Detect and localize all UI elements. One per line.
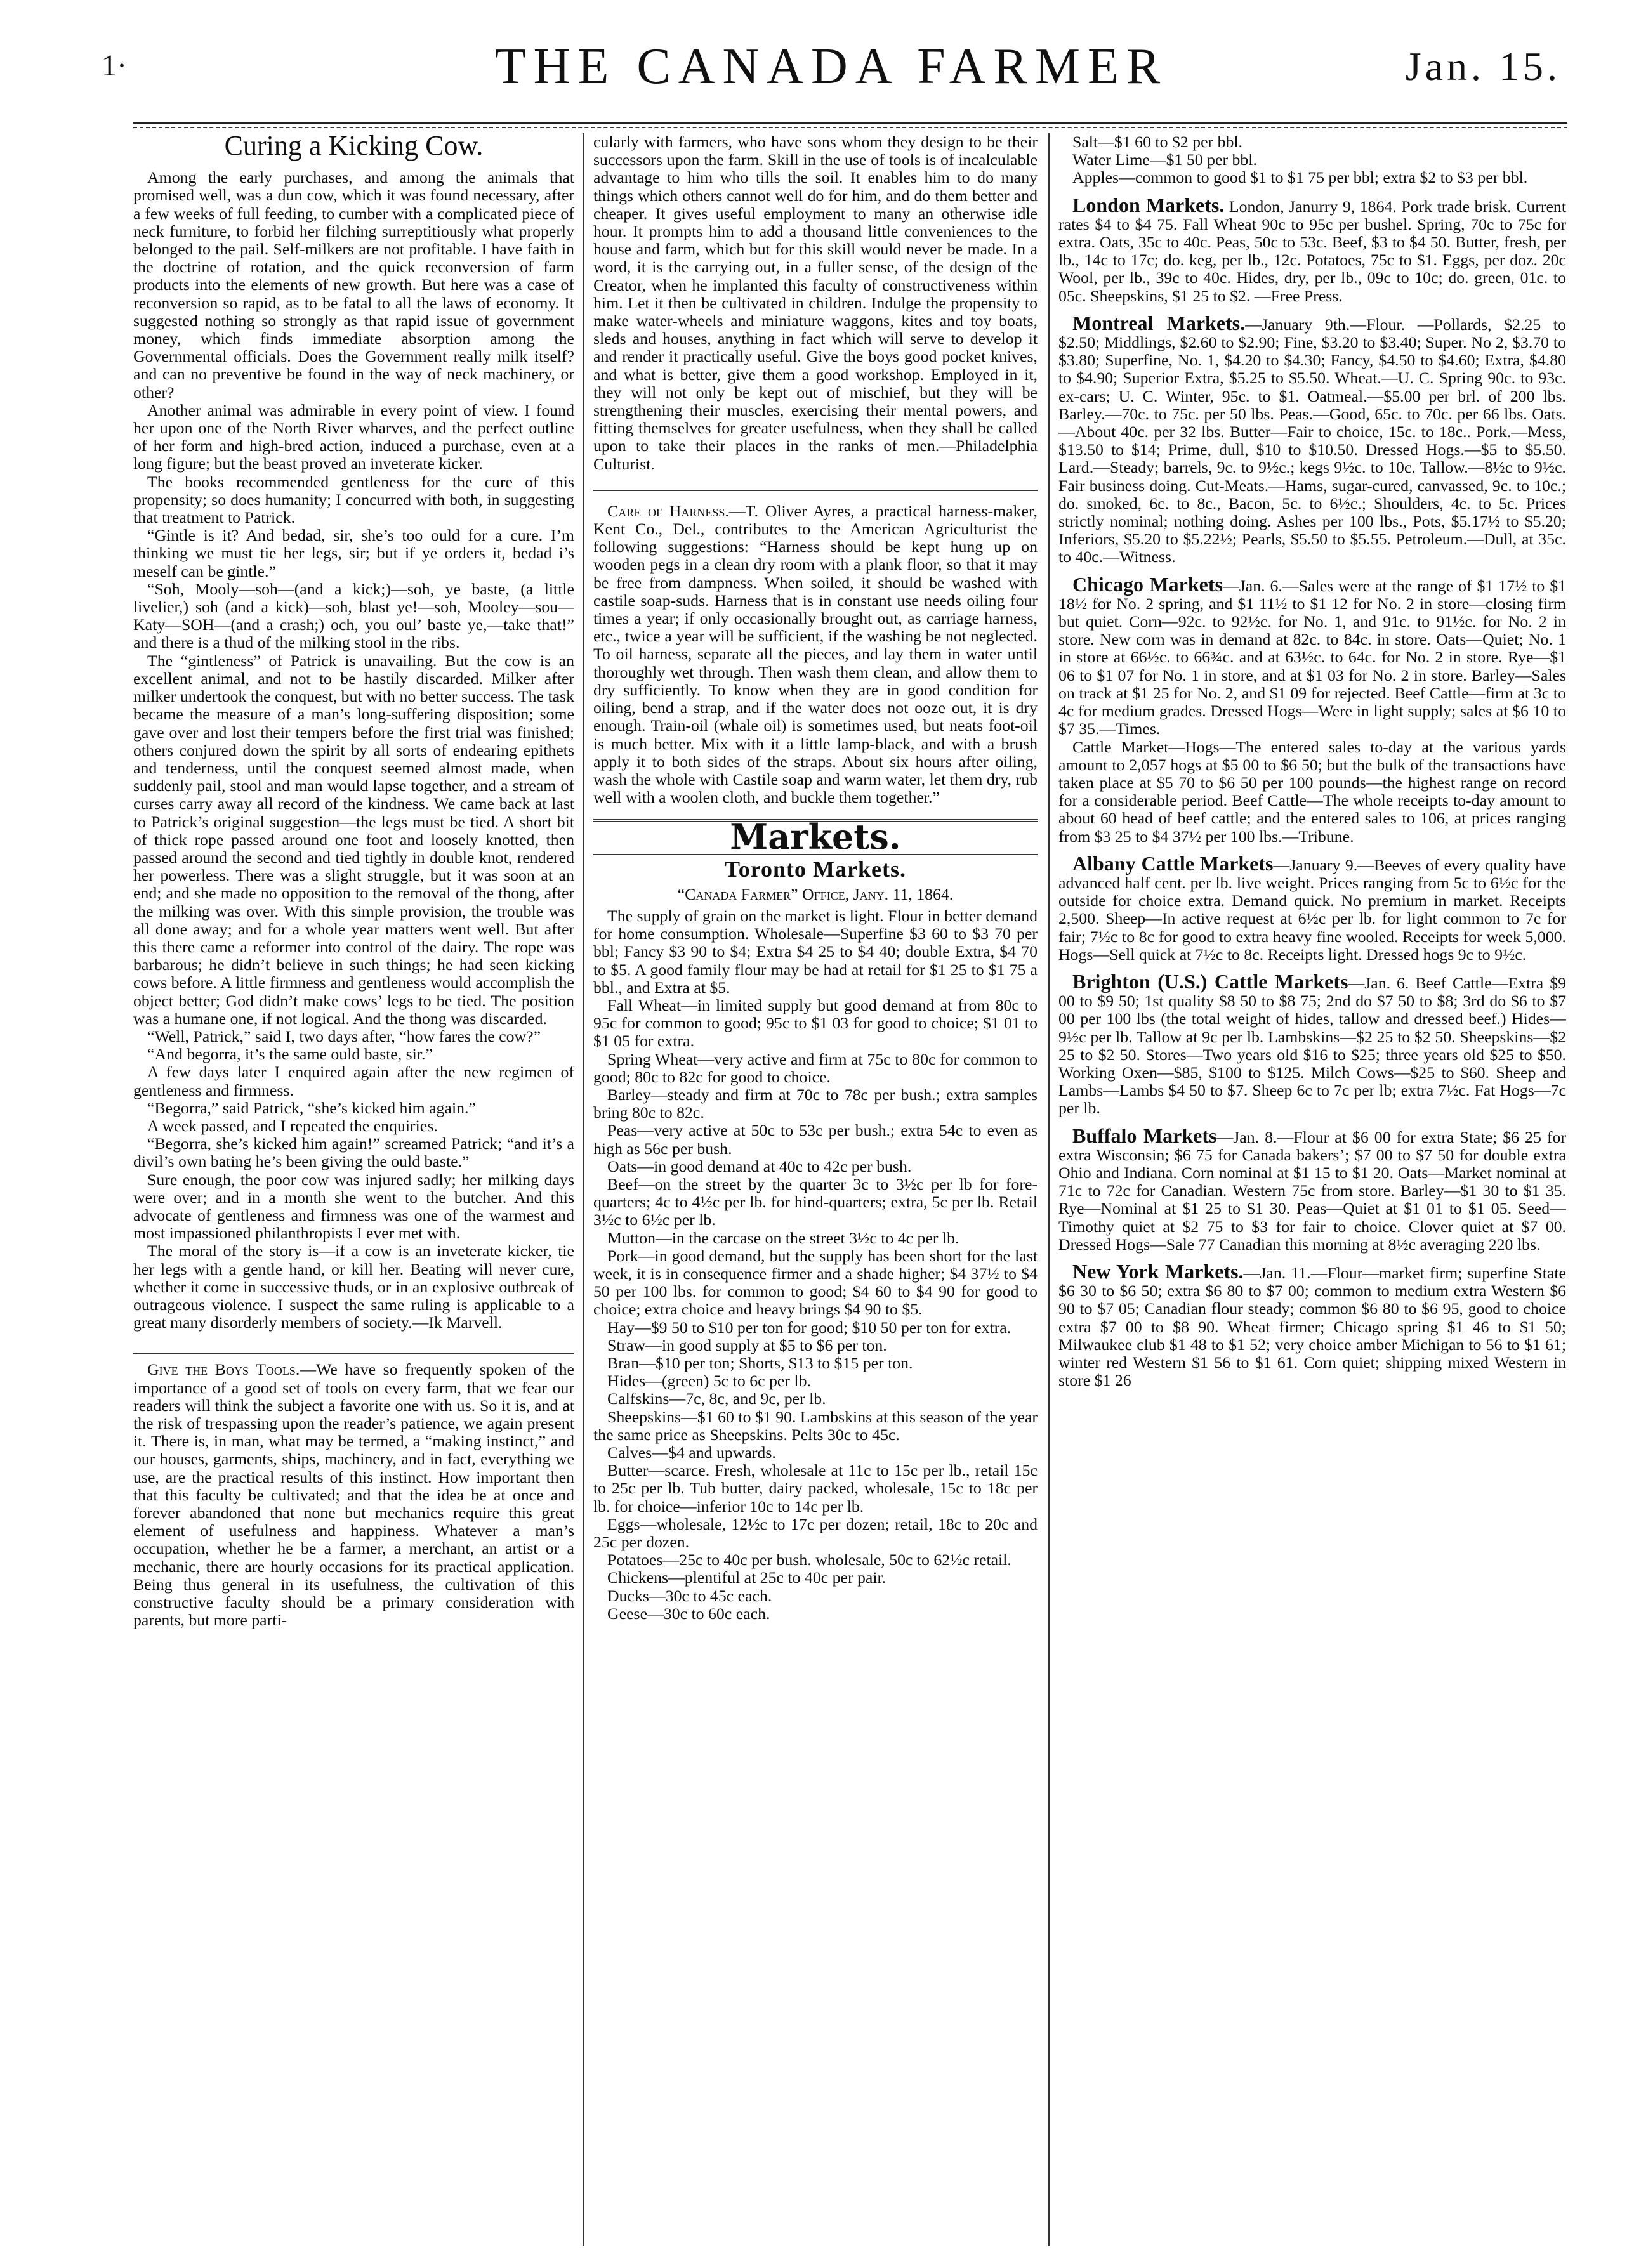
- market-item: Hides—(green) 5c to 6c per lb.: [607, 1372, 811, 1391]
- market-item: Straw—in good supply at $5 to $6 per ton.: [607, 1335, 887, 1354]
- market-report-buffalo: [1058, 1124, 1566, 1254]
- market-title: Brighton (U.S.) Cattle Markets: [1072, 969, 1348, 993]
- market-item: Beef—on the street by the quarter 3c to 3½c per lb for fore-quarters; 4c to 4½c per lb. for hind-quarters; extra, 5c per lb. Retail 3½c to 6½c per lb.: [593, 1174, 1038, 1229]
- market-title: London Markets.: [1072, 193, 1225, 216]
- market-report-chicago: [1058, 572, 1566, 846]
- market-item: Butter—scarce. Fresh, wholesale at 11c to 15c per lb., retail 15c to 25c per lb. Tub butter, dairy packed, wholesale, 15c to 18c per lb. for choice—inferior 10c to 14c per lb.: [593, 1461, 1038, 1516]
- article-paragraph: Sure enough, the poor cow was injured sadly; her milking days were over; and in a month she went to the butcher. And this advocate of gentleness and firmness was one of the warmest and most impassioned philanthropists I ever met with.: [133, 1170, 574, 1243]
- market-text: —Jan. 6.—Sales were at the range of $1 17½ to $1 18½ for No. 2 spring, and $1 11½ to $1 12 for No. 2 in store—closing firm but quiet. Corn—92c. to 92½c. for No. 1, and 91c. to 91½c. for No. 2 in store. New corn was in demand at 82c. to 84c. in store. Oats—Quiet; No. 1 in store at 66½c. to 66¾c. and at 63½c. to 64c. for No. 2 in store. Rye—$1 06 to $1 07 for No. 1 in store, and at $1 03 for No. 2 in store. Barley—Sales on track at $1 25 for No. 2, and $1 09 for rejected. Beef Cattle—firm at 3c to 4c for medium grades. Dressed Hogs—Were in light supply; sales at $6 10 to $7 35.—Times.: [1058, 576, 1566, 738]
- market-heading: Toronto Markets.: [725, 856, 906, 882]
- market-text: London, Janurry 9, 1864. Pork trade brisk. Current rates $4 to $4 75. Fall Wheat 90c to 95c per bushel. Spring, 70c to 75c for extra. Oats, 35c to 40c. Peas, 50c to 53c. Beef, $3 to $4 50. Butter, fresh, per lb., 14c to 17c; do. keg, per lb., 12c. Potatoes, 75c to $1. Eggs, per doz. 20c Wool, per lb., 39c to 40c. Hides, dry, per lb., 09c to 10c; do. green, 01c. to 05c. Sheepskins, $1 25 to $2. —Free Press.: [1058, 197, 1566, 305]
- market-item: Mutton—in the carcase on the street 3½c to 4c per lb.: [607, 1228, 959, 1247]
- market-item: Pork—in good demand, but the supply has been short for the last week, it is in consequence firmer and a shade higher; $4 37½ to $4 50 per 100 lbs. for common to good; $4 60 to $4 90 for good to choice; extra choice and heavy brings $4 90 to $5.: [593, 1246, 1038, 1319]
- market-item: Fall Wheat—in limited supply but good demand at from 80c to 95c for common to good; 95c to $1 03 for good to choice; $1 01 to $1 05 for extra.: [593, 995, 1038, 1051]
- article-paragraph: “Well, Patrick,” said I, two days after, “how fares the cow?”: [147, 1026, 541, 1046]
- market-item: Ducks—30c to 45c each.: [607, 1586, 772, 1605]
- market-title: New York Markets.: [1072, 1259, 1244, 1283]
- market-item: Calfskins—7c, 8c, and 9c, per lb.: [607, 1389, 826, 1408]
- masthead-dashed-rule: [133, 127, 1567, 128]
- article-paragraph: A week passed, and I repeated the enquiries.: [147, 1116, 438, 1135]
- market-title: Montreal Markets.: [1072, 311, 1246, 334]
- article-paragraph: cularly with farmers, who have sons whom they design to be their successors upon the farm. Skill in the use of tools is of incalculable advantage to him who tills the soil. It enables him to do many things which others cannot well do for him, and do them better and cheaper. It gives useful employment to many an otherwise idle hour. It prompts him to add a thousand little conveniences to the house and farm, which but for this skill would never be made. In a word, it is the carrying out, in a fuller sense, of the design of the Creator, when he implanted this faculty of constructiveness within him. Let it then be cultivated in children. Indulge the propensity to make water-wheels and miniature waggons, kites and toy boats, sleds and houses, anything in fact which will serve to develop it and render it practically useful. Give the boys good pocket knives, and what is better, give them a good workshop. Employed in it, they will not only be kept out of mischief, but they will be strengthening their muscles, exercising their mental powers, and fitting themselves for greater usefulness, when they shall be called upon to take their places in the ranks of men.—Philadelphia Culturist.: [593, 133, 1038, 473]
- article-lead: Care of Harness.: [607, 501, 729, 520]
- article-text: —We have so frequently spoken of the importance of a good set of tools on every farm, that we fear our readers will think the subject a favorite one with us. So it is, and at the risk of trespassing upon the reader’s patience, we again present it. There is, in man, what may be termed, a “making instinct,” and our houses, garments, ships, machinery, and in fact, everything we use, are the practical results of this instinct. How important then that this faculty be cultivated; and that the idea be at once and forever abandoned that none but mechanics require this great element of usefulness and happiness. Whatever a man’s occupation, whether he be a farmer, a merchant, an artist or a mechanic, there are hourly occasions for its practical application. Being thus general in its usefulness, the cultivation of this constructive faculty should be a primary consideration with parents, but more parti-: [133, 1360, 574, 1630]
- column-2: [593, 133, 1038, 2246]
- market-text: —Jan. 8.—Flour at $6 00 for extra State; $6 25 for extra Wisconsin; $6 75 for Canada bakers’; $7 00 to $7 50 for double extra Ohio and Indiana. Corn nominal at $1 15 to $1 20. Oats—Market nominal at 71c to 72c for Canadian. Western 75c from store. Barley—$1 30 to $1 35. Rye—Nominal at $1 25 to $1 30. Peas—Quiet at $1 01 to $1 05. Seed—Timothy quiet at $2 75 to $3 for fair to choice. Clover quiet at $7 00. Dressed Hogs—Sale 77 Canadian this morning at 8½c averaging 220 lbs.: [1058, 1127, 1566, 1254]
- market-report-new-york: [1058, 1259, 1566, 1390]
- market-item: Calves—$4 and upwards.: [607, 1443, 776, 1462]
- market-item: The supply of grain on the market is light. Flour in better demand for home consumption. Wholesale—Superfine $3 60 to $3 70 per bbl; Fancy $3 90 to $4; Extra $4 25 to $4 40; double Extra, $4 70 to $5. A good family flour may be had at retail for $1 25 to $1 75 a bbl., and Extra at $5.: [593, 906, 1038, 997]
- article-separator: [593, 490, 1038, 491]
- market-item: Apples—common to good $1 to $1 75 per bbl; extra $2 to $3 per bbl.: [1072, 168, 1528, 187]
- market-text: Cattle Market—Hogs—The entered sales to-day at the various yards amount to 2,057 hogs at $5 00 to $6 50; but the bulk of the transactions have taken place at $5 70 to $6 50 per 100 pounds—the highest range on record for a considerable period. Beef Cattle—The whole receipts to-day amount to about 60 head of beef cattle; and the entered sales to 106, at prices ranging from $3 25 to $4 37½ per 100 lbs.—Tribune.: [1058, 737, 1566, 846]
- market-report-montreal: [1058, 311, 1566, 567]
- market-item: Eggs—wholesale, 12½c to 17c per dozen; retail, 18c to 20c and 25c per dozen.: [593, 1514, 1038, 1552]
- article-paragraph: “Begorra,” said Patrick, “she’s kicked him again.”: [147, 1098, 476, 1117]
- page-number: 1·: [102, 49, 127, 82]
- article-paragraph: “And begorra, it’s the same ould baste, sir.”: [147, 1045, 433, 1064]
- market-item: Oats—in good demand at 40c to 42c per bush.: [607, 1157, 912, 1176]
- market-text: —Jan. 11.—Flour—market firm; superfine State $6 30 to $6 50; extra $6 80 to $7 00; common to medium extra Western $6 90 to $7 05; Canadian flour steady; common $6 80 to $6 95, good to choice extra $7 00 to $8 90. Wheat firmer; Chicago spring $1 46 to $1 50; Milwaukee club $1 48 to $1 52; very choice amber Michigan to 56 to $1 61; winter red Western $1 56 to $1 61. Corn quiet; shipping mixed Western in store $1 26: [1058, 1263, 1566, 1390]
- article-paragraph: The books recommended gentleness for the cure of this propensity; so does humanity; I concurred with both, in suggesting that treatment to Patrick.: [133, 472, 574, 527]
- market-item: Salt—$1 60 to $2 per bbl.: [1072, 133, 1242, 151]
- article-paragraph: “Begorra, she’s kicked him again!” screamed Patrick; “and it’s a divil’s own bating he’s been giving the ould baste.”: [133, 1134, 574, 1171]
- market-item: Spring Wheat—very active and firm at 75c to 80c for common to good; 80c to 82c for good to choice.: [593, 1049, 1038, 1086]
- market-text: —January 9.—Beeves of every quality have advanced half cent. per lb. live weight. Prices ranging from 5c to 6½c for the outside for choice extra. Demand quick. No premium in market. Receipts 2,500. Sheep—In active request at 6½c per lb. for light common to 7c for fair; 7½c to 8c for good to extra heavy fine wooled. Receipts for week 5,000. Hogs—Sell quick at 7½c to 8c. Receipts light. Dressed hogs 9c to 9½c.: [1058, 855, 1566, 964]
- market-item: Barley—steady and firm at 70c to 78c per bush.; extra samples bring 80c to 82c.: [593, 1085, 1038, 1122]
- masthead-rule: [133, 122, 1567, 124]
- newspaper-title: THE CANADA FARMER: [494, 39, 1168, 95]
- market-item: Chickens—plentiful at 25c to 40c per pair.: [607, 1568, 886, 1587]
- article-paragraph: “Soh, Mooly—soh—(and a kick;)—soh, ye baste, (a little livelier,) soh (and a kick)—soh, blast ye!—soh, Mooley—sou—Katy—SOH—(and a crash;) och, you oul’ baste ye,—take that!” and there is a thud of the milking stool in the ribs.: [133, 579, 574, 652]
- market-item: Hay—$9 50 to $10 per ton for good; $10 50 per ton for extra.: [607, 1318, 1011, 1337]
- article-lead: Give the Boys Tools.: [147, 1360, 300, 1379]
- masthead: [102, 25, 1561, 108]
- article-paragraph: “Gintle is it? And bedad, sir, she’s too ould for a cure. I’m thinking we must tie her legs, sir; but if ye orders it, bedad i’s meself can be gintle.”: [133, 526, 574, 580]
- market-title: Buffalo Markets: [1072, 1124, 1217, 1147]
- market-dateline: “Canada Farmer” Office, Jany. 11, 1864.: [677, 884, 954, 903]
- market-text: —January 9th.—Flour. —Pollards, $2.25 to $2.50; Middlings, $2.60 to $2.90; Fine, $3.20 to $3.40; Super. No 2, $3.70 to $3.80; Superfine, No. 1, $4.20 to $4.30; Fancy, $4.50 to $4.60; Extra, $4.80 to $4.90; Superior Extra, $5.25 to $5.50. Wheat.—U. C. Spring 90c. to 93c. ex-cars; U. C. Winter, 95c. to $1. Oatmeal.—$5.00 per brl. of 200 lbs. Barley.—70c. to 75c. per 50 lbs. Peas.—Good, 65c. to 70c. per 66 lbs. Oats.—About 40c. per 32 lbs. Butter—Fair to choice, 15c. to 18c.. Pork.—Mess, $13.50 to $14; Prime, dull, $10 to $10.50. Dressed Hogs.—$5 to $5.50. Lard.—Steady; barrels, 9c. to 9½c.; kegs 9½c. to 10c. Tallow.—8½c to 9½c. Fair business doing. Cut-Meats.—Hams, sugar-cured, canvassed, 9c. to 10c.; do. smoked, 6c. to 8c., Bacon, 5c. to 6½c.; Shoulders, 4c. to 5c. Prices strictly nominal; nothing doing. Ashes per 100 lbs., Pots, $5.17½ to $5.20; Inferiors, $5.20 to $5.22½; Pearls, $5.50 to $5.55. Petroleum.—Dull, at 35c. to 40c.—Witness.: [1058, 315, 1566, 567]
- column-1: [133, 133, 574, 2246]
- article-text: —T. Oliver Ayres, a practical harness-maker, Kent Co., Del., contributes to the American Agriculturist the following suggestions: “Harness should be kept hung up on wooden pegs in a clean dry room with a plank floor, so that it may be free from dampness. When soiled, it should be washed with castile soap-suds. Harness that is in constant use needs oiling four times a year; if only occasionally brought out, as carriage harness, etc., twice a year will be sufficient, if the washing be not neglected. To oil harness, separate all the pieces, and lay them in water until thoroughly wet through. Then wash them clean, and allow them to dry sufficiently. To know when they are in good condition for oiling, bend a strap, and if the water does not ooze out, it is dry enough. Train-oil (whale oil) is sometimes used, but neats foot-oil is much better. Mix with it a little lamp-black, and with a brush apply it to both sides of the straps. About six hours after oiling, wash the whole with Castile soap and warm water, let them dry, rub well with a woolen cloth, and buckle them together.”: [593, 501, 1038, 807]
- markets-heading: Markets.: [730, 816, 901, 858]
- market-item: Water Lime—$1 50 per bbl.: [1072, 150, 1257, 169]
- article-paragraph: Among the early purchases, and among the animals that promised well, was a dun cow, which it was found necessary, after a few weeks of full feeding, to cumber with a complicated piece of neck furniture, to forbid her filching surreptitiously what properly belonged to the pail. Self-milkers are not profitable. I have faith in the doctrine of rotation, and the quick reconversion of farm products into the elements of new growth. But here was a case of reconversion so rapid, as to be fatal to all the laws of economy. It suggested nothing so strongly as that rapid issue of government money, which finds immediate absorption among the Governmental officials. Does the Government really milk itself? and can no preventive be found in the way of neck machinery, or other?: [133, 168, 574, 402]
- article-heading: Curing a Kicking Cow.: [224, 133, 484, 161]
- market-item: Bran—$10 per ton; Shorts, $13 to $15 per ton.: [607, 1354, 913, 1372]
- column-divider: [583, 133, 584, 2246]
- article-paragraph: The moral of the story is—if a cow is an inveterate kicker, tie her legs with a gentle hand, or kill her. Beating will never cure, whether it come in successive thuds, or in an explosive outbreak of outrageous violence. I suspect the same ruling is applicable to a great many disorderly members of society.—Ik Marvell.: [133, 1242, 574, 1332]
- market-title: Albany Cattle Markets: [1072, 851, 1274, 875]
- market-item: Peas—very active at 50c to 53c per bush.; extra 54c to even as high as 56c per bush.: [593, 1121, 1038, 1158]
- article-paragraph: [593, 502, 1038, 806]
- article-paragraph: [133, 1361, 574, 1629]
- market-text: —Jan. 6. Beef Cattle—Extra $9 00 to $9 50; 1st quality $8 50 to $8 75; 2nd do $7 50 to $8; 3rd do $6 to $7 00 per 100 lbs (the total weight of hides, tallow and dressed beef.) Hides—9½c per lb. Tallow at 9c per lb. Lambskins—$2 25 to $2 50. Sheepskins—$2 25 to $2 50. Stores—Two years old $16 to $25; three years old $25 to $50. Working Oxen—$85, $100 to $125. Milch Cows—$25 to $60. Sheep and Lambs—Lambs $4 50 to $7. Sheep 6c to 7c per lb; extra 7½c. Fat Hogs—7c per lb.: [1058, 973, 1566, 1118]
- market-item: Potatoes—25c to 40c per bush. wholesale, 50c to 62½c retail.: [607, 1550, 1011, 1570]
- article-paragraph: A few days later I enquired again after the new regimen of gentleness and firmness.: [133, 1063, 574, 1099]
- market-item: Sheepskins—$1 60 to $1 90. Lambskins at this season of the year the same price as Sheepskins. Pelts 30c to 45c.: [593, 1407, 1038, 1444]
- market-report-london: [1058, 193, 1566, 305]
- article-paragraph: Another animal was admirable in every point of view. I found her upon one of the North River wharves, and the perfect outline of her form and high-bred action, induced a purchase, even at a long figure; but the beast proved an inveterate kicker.: [133, 400, 574, 473]
- market-item: Geese—30c to 60c each.: [607, 1604, 770, 1623]
- column-3: [1058, 133, 1566, 2246]
- article-paragraph: The “gintleness” of Patrick is unavailing. But the cow is an excellent animal, and not to be hastily discarded. Milker after milker undertook the conquest, but with no better success. The task became the measure of a man’s long-suffering disposition; some gave over and lost their tempers before the first trial was finished; others conjured down the spirit by all sorts of endearing epithets and tenderness, until the conquest seemed almost made, when suddenly pail, stool and man would lapse together, and a stream of curses carry away all record of the kindness. We came back at last to Patrick’s original suggestion—the legs must be tied. A short bit of thick rope passed around one foot and loosely knotted, then passed around the second and tied tightly in double knot, rendered her powerless. There was a slight struggle, but it was soon at an end; and she made no opposition to the removal of the thong, after the milking was over. With this simple provision, the trouble was all done away; and for a whole year matters went well. But after this there came a reformer into control of the dairy. The rope was barbarous; he didn’t believe in such things; he had seen kicking cows before. A little firmness and gentleness would accomplish the object better; God didn’t make cows’ legs to be tied. The position was a humane one, if not logical. And the thong was discarded.: [133, 651, 574, 1028]
- market-report-brighton: [1058, 969, 1566, 1118]
- market-report-albany: [1058, 851, 1566, 964]
- column-divider: [1048, 133, 1050, 2246]
- article-separator: [133, 1353, 574, 1354]
- market-title: Chicago Markets: [1072, 572, 1223, 596]
- issue-date: Jan. 15.: [1405, 44, 1561, 89]
